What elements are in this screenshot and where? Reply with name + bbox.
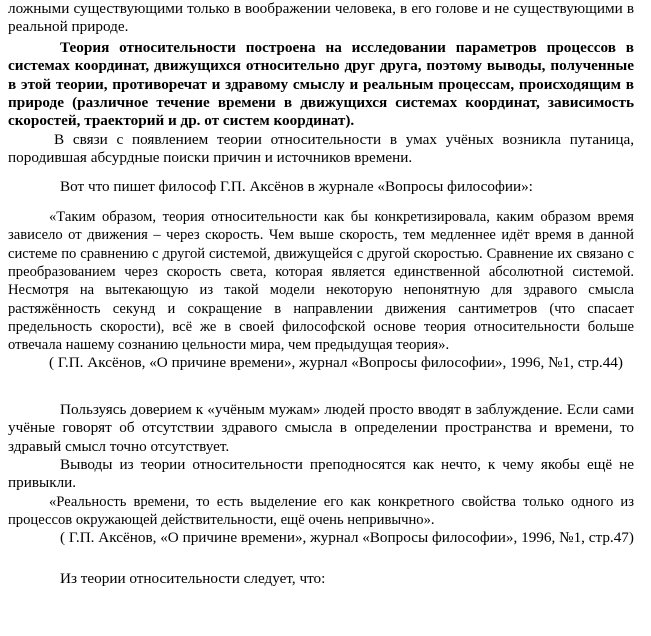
document-page [8,0,634,588]
citation-2: ( Г.П. Аксёнов, «О причине времени», журнал «Вопросы философии», 1996, №1, стр.47) [60,529,634,547]
quote-block-2: «Реальность времени, то есть выделение его как конкретного свойства только одного из процессов окружающей действительности, ещё очень непривычно». [8,493,634,529]
paragraph-continuation: ложными существующими только в воображении человека, в его голове и не существующими в реальной природе. [8,0,634,36]
paragraph-thesis-bold: Теория относительности построена на исследовании параметров процессов в системах координат, движущихся относительно друг друга, поэтому выводы, полученные в этой теории, противоречат и здравому смыслу и реальным процессам, происходящим в природе (различное течение времени в движущихся системах координат, зависимость скоростей, траекторий и др. от систем координат). [8,38,634,130]
citation-1: ( Г.П. Аксёнов, «О причине времени», журнал «Вопросы философии», 1996, №1, стр.44) [49,354,623,372]
paragraph-confusion: В связи с появлением теории относительности в умах учёных возникла путаница, породившая абсурдные поиски причин и источников времени. [8,130,634,167]
paragraph-follows: Из теории относительности следует, что: [60,569,326,587]
paragraph-conclusions: Выводы из теории относительности преподносятся как нечто, к чему якобы ещё не привыкли. [8,456,634,492]
paragraph-trust: Пользуясь доверием к «учёным мужам» людей просто вводят в заблуждение. Если сами учёные говорят об отсутствии здравого смысла в определении пространства и времени, то здравый смысл точно отсутствует. [8,400,634,455]
paragraph-intro-quote: Вот что пишет философ Г.П. Аксёнов в журнале «Вопросы философии»: [60,177,533,195]
quote-block-1: «Таким образом, теория относительности как бы конкретизировала, каким образом время зависело от движения – через скорость. Чем выше скорость, тем медленнее идёт время в данной системе по сравнению с другой системой, движущейся с другой скоростью. Сравнение их связано с преобразованием через скорость света, которая является единственной абсолютной системой. Несмотря на вытекающую из такой модели некоторую непонятную для здравого смысла растяжённость секунд и сокращение в направлении движения сантиметров (что спасает предельность скорости), всё же в своей философской основе теория относительности больше отвечала нашему сознанию цельности мира, чем предыдущая теория». [8,209,634,354]
